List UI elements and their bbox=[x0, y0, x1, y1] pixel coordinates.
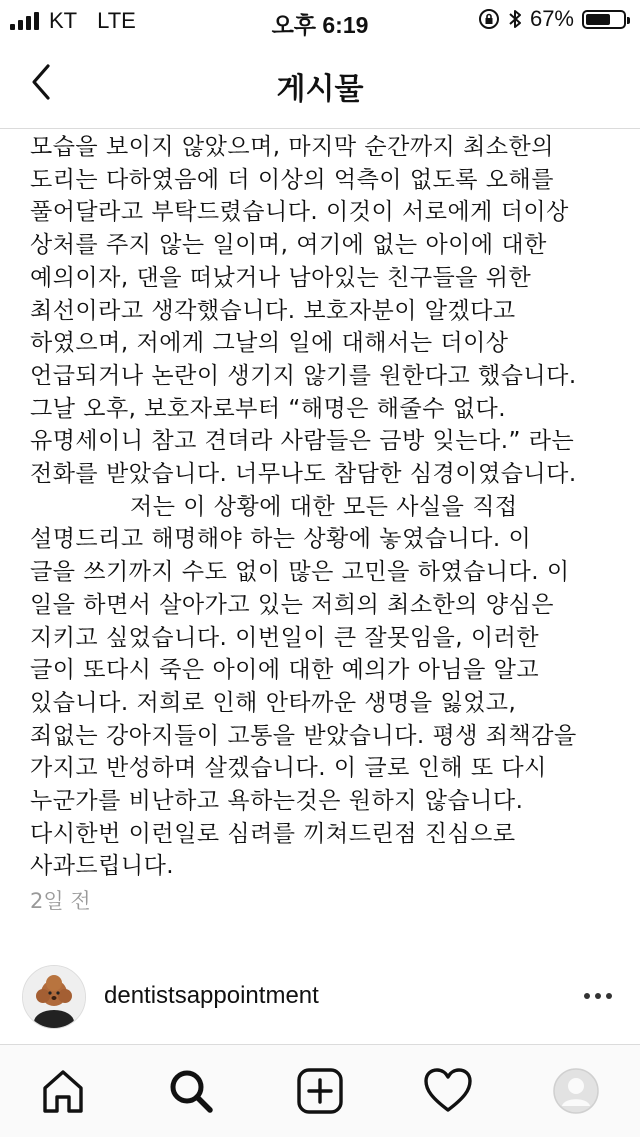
clock: 오후 6:19 bbox=[271, 12, 369, 38]
carrier-label: KT bbox=[49, 8, 78, 33]
poodle-avatar[interactable] bbox=[22, 965, 86, 1029]
caption-line: 글을 쓰기까지 수도 없이 많은 고민을 하였습니다. 이 bbox=[30, 559, 570, 586]
username-link[interactable]: dentistsappointment bbox=[104, 982, 319, 1009]
bluetooth-icon bbox=[508, 7, 522, 31]
network-label: LTE bbox=[97, 8, 136, 33]
battery-icon bbox=[582, 10, 626, 29]
caption-line: 죄없는 강아지들이 고통을 받았습니다. 평생 죄책감을 bbox=[30, 722, 577, 749]
caption-line: 언급되거나 논란이 생기지 않기를 원한다고 했습니다. bbox=[30, 362, 577, 389]
caption-line: 상처를 주지 않는 일이며, 여기에 없는 아이에 대한 bbox=[30, 232, 547, 259]
caption-line: 모습을 보이지 않았으며, 마지막 순간까지 최소한의 bbox=[30, 134, 554, 160]
heart-icon[interactable] bbox=[420, 1063, 476, 1119]
page-title: 게시물 bbox=[276, 72, 364, 107]
bottom-tab-bar bbox=[0, 1044, 640, 1137]
status-bar bbox=[0, 0, 640, 40]
caption-line: 최선이라고 생각했습니다. 보호자분이 알겠다고 bbox=[30, 297, 516, 324]
caption-line: 가지고 반성하며 살겠습니다. 이 글로 인해 또 다시 bbox=[30, 755, 547, 782]
caption-line: 설명드리고 해명해야 하는 상황에 놓였습니다. 이 bbox=[30, 526, 532, 553]
battery-percent: 67% bbox=[529, 6, 574, 31]
caption-line: 글이 또다시 죽은 아이에 대한 예의가 아님을 알고 bbox=[30, 657, 540, 684]
search-icon[interactable] bbox=[163, 1063, 219, 1119]
caption-line: 풀어달라고 부탁드렸습니다. 이것이 서로에게 더이상 bbox=[30, 199, 569, 226]
add-post-icon[interactable] bbox=[292, 1063, 348, 1119]
home-icon[interactable] bbox=[35, 1063, 91, 1119]
caption-line: 사과드립니다. bbox=[30, 853, 175, 880]
post-caption bbox=[30, 131, 620, 961]
profile-row bbox=[0, 960, 640, 1036]
caption-line: 있습니다. 저희로 인해 안타까운 생명을 잃었고, bbox=[30, 689, 517, 716]
profile-icon[interactable] bbox=[548, 1063, 604, 1119]
caption-line: 저는 이 상황에 대한 모든 사실을 직접 bbox=[130, 493, 518, 520]
caption-line: 전화를 받았습니다. 너무나도 참담한 심경이였습니다. bbox=[30, 461, 577, 488]
caption-line: 일을 하면서 살아가고 있는 저희의 최소한의 양심은 bbox=[30, 591, 554, 618]
navigation-bar bbox=[0, 40, 640, 129]
caption-line: 누군가를 비난하고 욕하는것은 원하지 않습니다. bbox=[30, 788, 524, 815]
caption-line: 다시한번 이런일로 심려를 끼쳐드린점 진심으로 bbox=[30, 820, 516, 847]
caption-line: 도리는 다하였음에 더 이상의 억측이 없도록 오해를 bbox=[30, 166, 554, 193]
caption-line: 그날 오후, 보호자로부터 “해명은 해줄수 없다. bbox=[30, 395, 507, 422]
caption-line: 하였으며, 저에게 그날의 일에 대해서는 더이상 bbox=[30, 330, 509, 357]
post-timestamp[interactable]: 2일 전 bbox=[30, 889, 91, 913]
orientation-lock-icon bbox=[478, 8, 500, 30]
more-horizontal-icon[interactable] bbox=[584, 993, 612, 999]
caption-line: 유명세이니 참고 견뎌라 사람들은 금방 잊는다.” 라는 bbox=[30, 428, 575, 455]
caption-line: 지키고 싶었습니다. 이번일이 큰 잘못임을, 이러한 bbox=[30, 624, 540, 651]
caption-line: 예의이자, 댄을 떠났거나 남아있는 친구들을 위한 bbox=[30, 264, 532, 291]
